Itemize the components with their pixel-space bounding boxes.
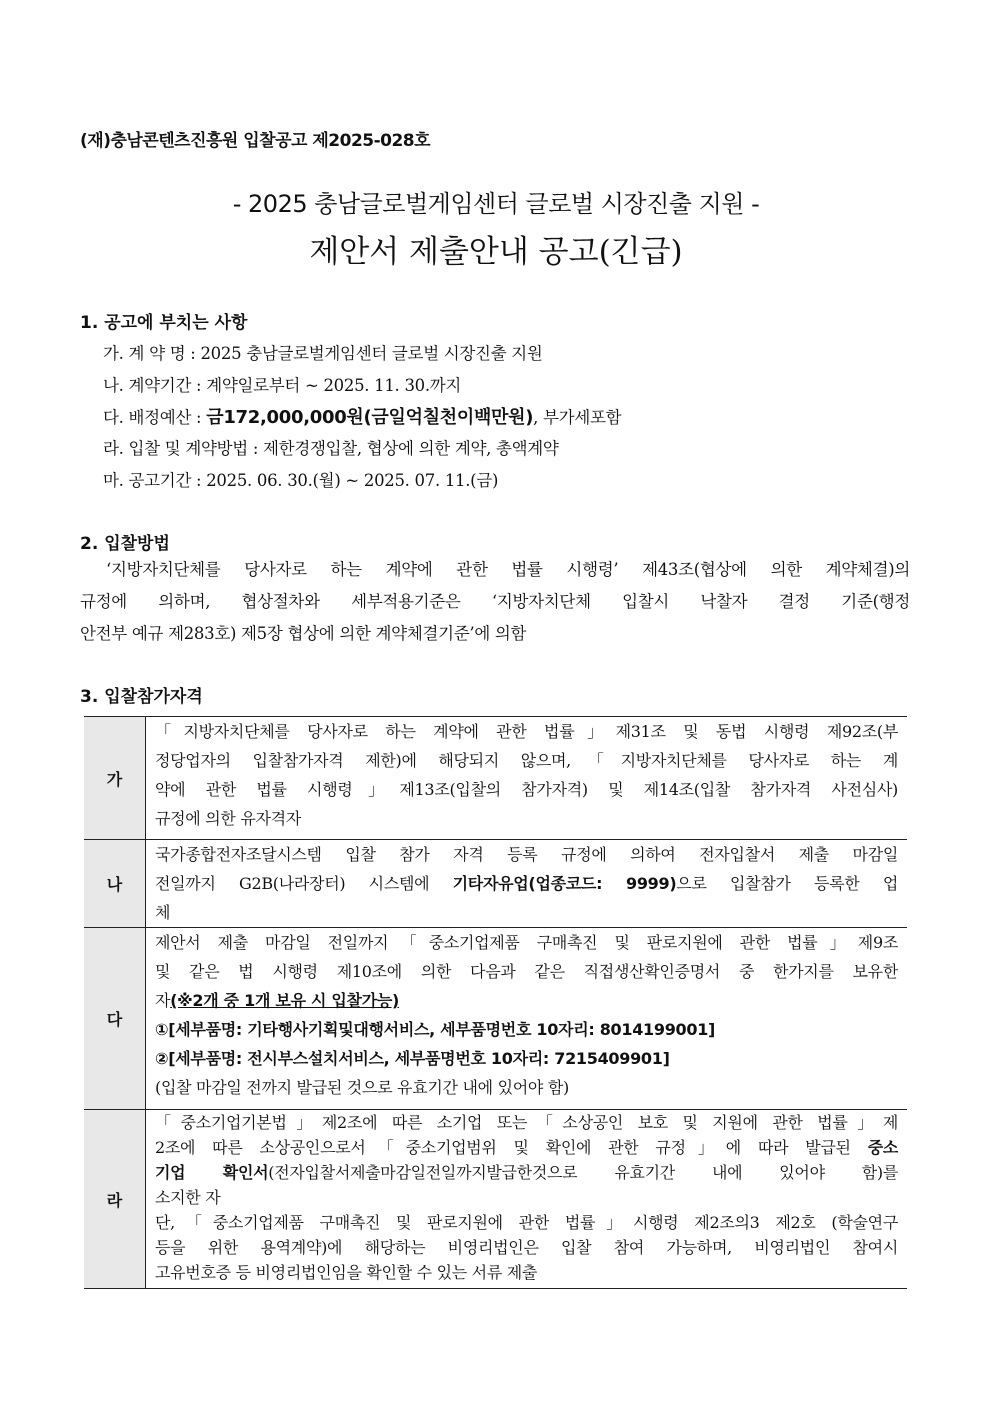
- row-content: [146, 1110, 908, 1289]
- announcement-number: (재)충남콘텐츠진흥원 입찰공고 제2025-028호: [80, 131, 431, 151]
- text-segment: 2조에 따른 소상공인으로서「중소기업범위 및 확인에 관한 규정」에 따라 발급된: [155, 1138, 868, 1157]
- document-subtitle: - 2025 충남글로벌게임센터 글로벌 시장진출 지원 -: [232, 190, 760, 218]
- text-segment: 전일까지 G2B(나라장터) 시스템에: [155, 874, 453, 893]
- row-label: 가: [84, 717, 146, 840]
- sme-certificate-text: 기업 확인서: [155, 1163, 269, 1182]
- content-line: 「지방자치단체를 당사자로 하는 계약에 관한 법률」제31조 및 동법 시행령 제92조(부: [155, 722, 898, 741]
- industry-code-text: 기타자유업(업종코드: 9999): [452, 874, 677, 893]
- content-line: (입찰 마감일 전까지 발급된 것으로 유효기간 내에 있어야 함): [155, 1078, 569, 1097]
- table-row: [84, 1110, 907, 1289]
- qualification-table: [84, 716, 907, 1289]
- section3-heading: 3. 입찰참가자격: [80, 687, 203, 707]
- paragraph-line: 규정에 의하며, 협상절차와 세부적용기준은 ‘지방자치단체 입찰시 낙찰자 결정 기준(행정: [80, 592, 910, 611]
- bid-method-item: 라. 입찰 및 계약방법 : 제한경쟁입찰, 협상에 의한 계약, 총액계약: [103, 439, 559, 458]
- text-segment: 으로 입찰참가 등록한 업: [676, 874, 898, 893]
- content-line: [155, 986, 898, 1015]
- product-item-1: ①[세부품명: 기타행사기획및대행서비스, 세부품명번호 10자리: 8014199001]: [155, 1020, 716, 1039]
- row-label: 나: [84, 840, 146, 928]
- content-line: 제안서 제출 마감일 전일까지「중소기업제품 구매촉진 및 판로지원에 관한 법률」제9조: [155, 933, 898, 952]
- contract-period-item: 나. 계약기간 : 계약일로부터 ~ 2025. 11. 30.까지: [103, 376, 462, 395]
- table-row: [84, 928, 907, 1110]
- budget-amount: 금172,000,000원(금일억칠천이백만원): [206, 407, 534, 428]
- section1-heading: 1. 공고에 부치는 사항: [80, 313, 248, 333]
- content-line: 「중소기업기본법」제2조에 따른 소기업 또는「소상공인 보호 및 지원에 관한 법률」제: [155, 1113, 898, 1132]
- row-content: [146, 928, 908, 1110]
- content-line: [155, 1160, 898, 1185]
- content-line: 체: [155, 903, 171, 922]
- notice-period-item: 마. 공고기간 : 2025. 06. 30.(월) ~ 2025. 07. 11.(금): [103, 471, 499, 490]
- content-line: 고유번호증 등 비영리법인임을 확인할 수 있는 서류 제출: [155, 1263, 538, 1282]
- row-label: 라: [84, 1110, 146, 1289]
- content-line: 소지한 자: [155, 1188, 221, 1207]
- budget-label: 다. 배정예산 :: [103, 408, 207, 427]
- content-line: 등을 위한 용역계약)에 해당하는 비영리법인은 입찰 참여 가능하며, 비영리법인 참여시: [155, 1238, 898, 1257]
- text-segment: (전자입찰서제출마감일전일까지발급한것으로 유효기간 내에 있어야 함)를: [268, 1163, 898, 1182]
- content-line: 단,「중소기업제품 구매촉진 및 판로지원에 관한 법률」시행령 제2조의3 제2호 (학술연구: [155, 1213, 898, 1232]
- sme-text: 중소: [867, 1138, 898, 1157]
- table-row: [84, 717, 907, 840]
- row-content: [146, 840, 908, 928]
- content-line: 국가종합전자조달시스템 입찰 참가 자격 등록 규정에 의하여 전자입찰서 제출 마감일: [155, 845, 898, 864]
- row-label: 다: [84, 928, 146, 1110]
- bid-method-paragraph: [80, 554, 910, 650]
- eligibility-note: (※2개 중 1개 보유 시 입찰가능): [170, 991, 400, 1010]
- content-line: 규정에 의한 유자격자: [155, 809, 301, 828]
- contract-name-item: 가. 계 약 명 : 2025 충남글로벌게임센터 글로벌 시장진출 지원: [103, 344, 543, 363]
- budget-note: , 부가세포함: [533, 408, 622, 427]
- document-title: 제안서 제출안내 공고(긴급): [309, 234, 683, 270]
- content-line: 정당업자의 입찰참가자격 제한)에 해당되지 않으며,「지방자치단체를 당사자로 하는 계: [155, 751, 898, 770]
- section2-heading: 2. 입찰방법: [80, 534, 170, 554]
- content-line: [155, 1135, 898, 1160]
- budget-item: [103, 403, 621, 429]
- paragraph-line: ‘지방자치단체를 당사자로 하는 계약에 관한 법률 시행령’ 제43조(협상에 의한 계약체결)의: [106, 560, 910, 579]
- paragraph-line: 안전부 예규 제283호) 제5장 협상에 의한 계약체결기준’에 의함: [80, 624, 527, 643]
- content-line: 약에 관한 법률 시행령」제13조(입찰의 참가자격) 및 제14조(입찰 참가자격 사전심사): [155, 780, 898, 799]
- table-row: [84, 840, 907, 928]
- product-item-2: ②[세부품명: 전시부스설치서비스, 세부품명번호 10자리: 7215409901]: [155, 1049, 670, 1068]
- content-line: [155, 869, 898, 898]
- text-segment: 자: [155, 991, 171, 1010]
- row-content: [146, 717, 908, 840]
- content-line: 및 같은 법 시행령 제10조에 의한 다음과 같은 직접생산확인증명서 중 한가지를 보유한: [155, 962, 898, 981]
